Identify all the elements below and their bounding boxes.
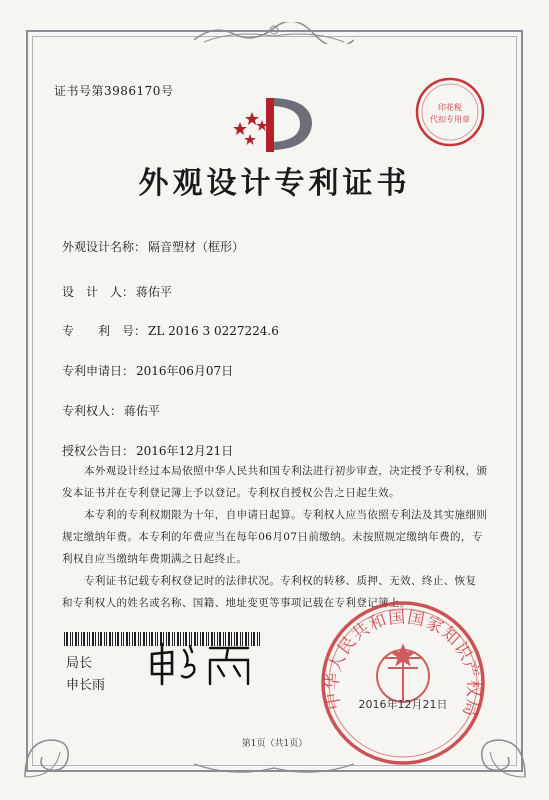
field-patent-number xyxy=(62,322,279,339)
signatory-title: 局长 xyxy=(66,656,93,671)
field-value: 蒋佑平 xyxy=(124,404,161,418)
field-label: 专利权人： xyxy=(62,404,123,418)
barcode-bar xyxy=(129,632,130,646)
top-ornament-icon xyxy=(194,22,354,44)
barcode-bar xyxy=(106,632,107,646)
barcode-bar xyxy=(146,632,147,646)
field-patentee xyxy=(62,402,160,419)
barcode-bar xyxy=(75,632,77,646)
tax-stamp-seal xyxy=(414,76,486,148)
field-design-name xyxy=(62,238,244,255)
barcode-bar xyxy=(138,632,139,646)
field-designer xyxy=(62,283,172,300)
barcode-bar xyxy=(87,632,88,646)
barcode-bar xyxy=(81,632,82,646)
page-footer: 第1页（共1页） xyxy=(241,739,308,749)
paragraph-term-statement: 本专利的专利权期限为十年，自申请日起算。专利权人应当依照专利法及其实施细则规定缴纳年费。本专利的年费应当在每年06月07日前缴纳。未按照规定缴纳年费的，专利权自应当缴纳年费期满之日起终止。 xyxy=(62,509,488,565)
barcode-bar xyxy=(123,632,124,646)
tax-stamp-line-2: 代扣专用章 xyxy=(430,115,470,124)
barcode-bar xyxy=(78,632,79,646)
paragraph-grant-statement: 本外观设计经过本局依照中华人民共和国专利法进行初步审查，决定授予专利权，颁发本证书并在专利登记簿上予以登记。专利权自授权公告之日起生效。 xyxy=(62,465,488,499)
field-label: 授权公告日： xyxy=(62,444,135,458)
field-value: 蒋佑平 xyxy=(136,285,173,299)
field-label: 外观设计名称： xyxy=(62,240,147,254)
barcode-bar xyxy=(134,632,136,646)
barcode-bar xyxy=(112,632,113,646)
barcode-bar xyxy=(92,632,94,646)
barcode-bar xyxy=(70,632,71,646)
certificate-number: 证书号第3986170号 xyxy=(54,84,174,98)
field-label: 设 计 人： xyxy=(62,285,135,299)
field-label: 专利申请日： xyxy=(62,364,135,378)
field-grant-date xyxy=(62,442,233,459)
signatory-name: 申长雨 xyxy=(66,678,106,693)
barcode-bar xyxy=(126,632,128,646)
barcode-bar xyxy=(132,632,133,646)
svg-text:中华人民共和国国家知识产权局: 中华人民共和国国家知识产权局 xyxy=(322,607,484,720)
tax-stamp-line-1: 印花税 xyxy=(438,103,462,112)
field-value: 2016年12月21日 xyxy=(136,444,234,458)
field-label: 专 利 号： xyxy=(62,324,147,338)
page-title: 外观设计专利证书 xyxy=(138,166,411,201)
barcode-bar xyxy=(98,632,99,646)
barcode-bar xyxy=(72,632,73,646)
barcode-bar xyxy=(83,632,85,646)
barcode-bar xyxy=(121,632,122,646)
patent-office-logo-icon xyxy=(226,92,318,158)
field-value: ZL 2016 3 0227224.6 xyxy=(148,324,279,338)
field-application-date xyxy=(62,362,233,379)
barcode-bar xyxy=(64,632,65,646)
barcode-bar xyxy=(117,632,119,646)
barcode-bar xyxy=(104,632,105,646)
barcode-bar xyxy=(115,632,116,646)
barcode-bar xyxy=(100,632,102,646)
field-value: 2016年06月07日 xyxy=(136,364,234,378)
handwritten-signature xyxy=(148,640,258,688)
barcode-bar xyxy=(109,632,111,646)
barcode-bar xyxy=(143,632,145,646)
field-value: 隔音塑材（框形） xyxy=(148,240,245,254)
paragraph-legal-status: 专利证书记载专利权登记时的法律状况。专利权的转移、质押、无效、终止、恢复和专利权人的姓名或名称、国籍、地址变更等事项记载在专利登记簿上。 xyxy=(62,575,477,609)
barcode-bar xyxy=(66,632,68,646)
barcode-bar xyxy=(95,632,96,646)
barcode-bar xyxy=(259,632,260,646)
barcode-bar xyxy=(140,632,141,646)
seal-date: 2016年12月21日 xyxy=(358,698,448,711)
barcode-bar xyxy=(89,632,90,646)
